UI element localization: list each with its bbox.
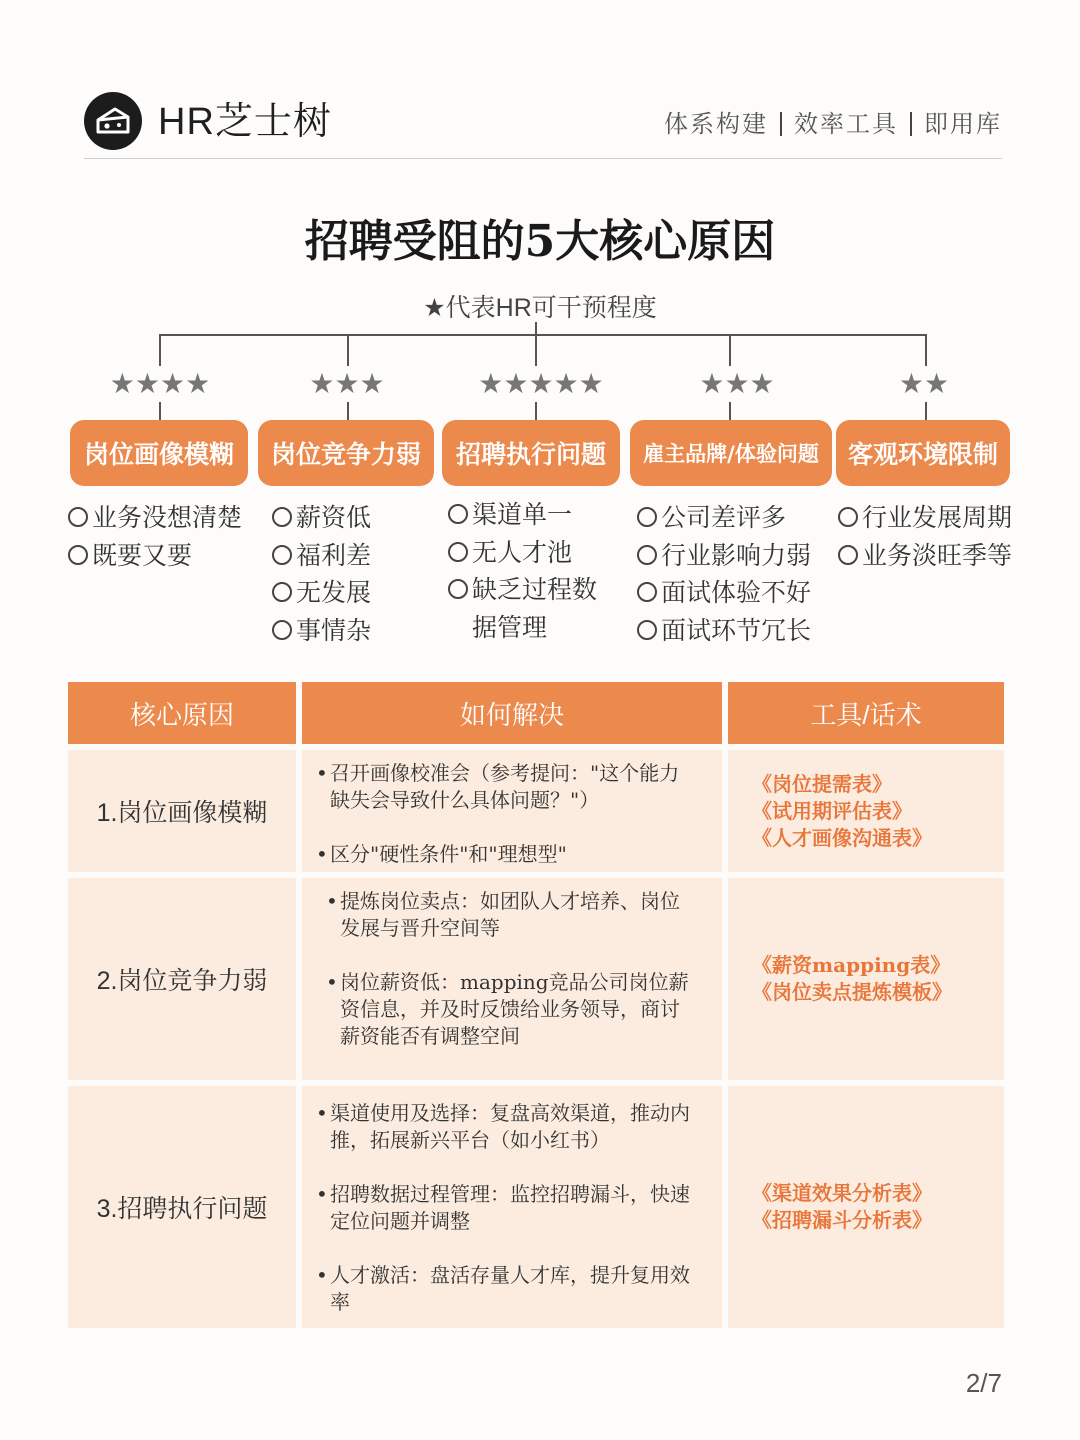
tool-link[interactable]: 《人才画像沟通表》: [752, 825, 932, 850]
list-item: 业务没想清楚: [68, 500, 242, 538]
list-item: 福利差: [272, 538, 371, 576]
tagline-item: 体系构建: [664, 111, 768, 138]
circle-bullet-icon: [272, 582, 292, 602]
list-item: 缺乏过程数: [448, 572, 597, 610]
solution-item: • 召开画像校准会（参考提问："这个能力缺失会导致什么具体问题？"）: [316, 760, 696, 814]
cause-item-list: [838, 500, 1012, 575]
table-cell-tools: [728, 878, 1004, 1080]
page-number: 2/7: [965, 1368, 1002, 1398]
cause-item-list: [637, 500, 811, 650]
tree-connector: [347, 334, 349, 366]
circle-bullet-icon: [272, 620, 292, 640]
tool-link[interactable]: 《招聘漏斗分析表》: [752, 1208, 932, 1232]
star-rating: ★★★★: [109, 368, 211, 399]
circle-bullet-icon: [637, 545, 657, 565]
cause-box: 岗位画像模糊: [70, 420, 248, 486]
table-cell-tools: [728, 750, 1004, 872]
tree-connector: [347, 402, 349, 420]
tree-connector: [729, 334, 731, 366]
tool-link[interactable]: 《岗位提需表》: [752, 771, 892, 796]
cause-item-list: [448, 497, 597, 647]
cause-box: 岗位竞争力弱: [258, 420, 434, 486]
tree-connector: [925, 402, 927, 420]
tagline-item: 效率工具: [794, 111, 898, 138]
table-cell-solution: [302, 1086, 722, 1328]
solution-item: • 提炼岗位卖点：如团队人才培养、岗位发展与晋升空间等: [326, 888, 694, 942]
table-cell-solution: [302, 750, 722, 872]
tagline-item: 即用库: [924, 111, 1002, 138]
tree-connector: [729, 402, 731, 420]
list-item: 行业影响力弱: [637, 538, 811, 576]
tool-link[interactable]: 《薪资mapping表》: [752, 953, 951, 977]
subtitle: ★代表HR可干预程度: [423, 294, 657, 322]
solution-item: • 渠道使用及选择：复盘高效渠道，推动内推，拓展新兴平台（如小红书）: [316, 1100, 696, 1154]
tree-connector: [535, 402, 537, 420]
list-item: 既要又要: [68, 538, 242, 576]
star-rating: ★★★: [309, 368, 385, 399]
list-item-continuation: 据管理: [472, 613, 548, 642]
tool-link[interactable]: 《岗位卖点提炼模板》: [752, 980, 952, 1004]
tool-link[interactable]: 《试用期评估表》: [752, 798, 912, 823]
cause-box: 客观环境限制: [836, 420, 1010, 486]
list-item: 业务淡旺季等: [838, 538, 1012, 576]
circle-bullet-icon: [272, 545, 292, 565]
circle-bullet-icon: [448, 542, 468, 562]
circle-bullet-icon: [637, 582, 657, 602]
list-item: 无发展: [272, 575, 371, 613]
circle-bullet-icon: [637, 507, 657, 527]
star-rating: ★★★: [699, 368, 775, 399]
table-cell-solution: [302, 878, 722, 1080]
tree-connector: [159, 334, 161, 366]
tree-connector: [159, 334, 927, 336]
table-cell-reason: 2.岗位竞争力弱: [68, 878, 296, 1080]
page-title: 招聘受阻的5大核心原因: [304, 216, 776, 267]
list-item: 面试体验不好: [637, 575, 811, 613]
circle-bullet-icon: [68, 507, 88, 527]
circle-bullet-icon: [838, 507, 858, 527]
list-item: 行业发展周期: [838, 500, 1012, 538]
solution-item: • 区分"硬性条件"和"理想型": [316, 841, 696, 868]
tree-connector: [159, 402, 161, 420]
solution-item: • 招聘数据过程管理：监控招聘漏斗，快速定位问题并调整: [316, 1181, 696, 1235]
cause-tree: [0, 0, 1080, 480]
table-cell-tools: [728, 1086, 1004, 1328]
table-header: 如何解决: [302, 682, 722, 744]
table-header: 核心原因: [68, 682, 296, 744]
table-cell-reason: 3.招聘执行问题: [68, 1086, 296, 1328]
cause-box: 招聘执行问题: [442, 420, 620, 486]
tree-connector: [925, 334, 927, 366]
circle-bullet-icon: [448, 579, 468, 599]
solution-item: • 岗位薪资低：mapping竞品公司岗位薪资信息，并及时反馈给业务领导，商讨薪资能否有调整空间: [326, 969, 694, 1050]
table-header: 工具/话术: [728, 682, 1004, 744]
circle-bullet-icon: [448, 504, 468, 524]
star-rating: ★★: [898, 368, 950, 399]
circle-bullet-icon: [838, 545, 858, 565]
list-item: 面试环节冗长: [637, 613, 811, 651]
tool-link[interactable]: 《渠道效果分析表》: [752, 1181, 932, 1205]
circle-bullet-icon: [68, 545, 88, 565]
brand-name: HR芝士树: [158, 101, 332, 143]
cause-box: 雇主品牌/体验问题: [630, 420, 832, 486]
list-item: 事情杂: [272, 613, 371, 651]
table-cell-reason: 1.岗位画像模糊: [68, 750, 296, 872]
list-item: 渠道单一: [448, 497, 597, 535]
tree-connector: [535, 334, 537, 366]
cause-item-list: [68, 500, 242, 575]
solution-item: • 人才激活：盘活存量人才库，提升复用效率: [316, 1262, 696, 1316]
list-item: 薪资低: [272, 500, 371, 538]
star-rating: ★★★★★: [478, 368, 604, 399]
list-item: 无人才池: [448, 535, 597, 573]
cause-item-list: [272, 500, 371, 650]
circle-bullet-icon: [637, 620, 657, 640]
circle-bullet-icon: [272, 507, 292, 527]
list-item: 公司差评多: [637, 500, 811, 538]
